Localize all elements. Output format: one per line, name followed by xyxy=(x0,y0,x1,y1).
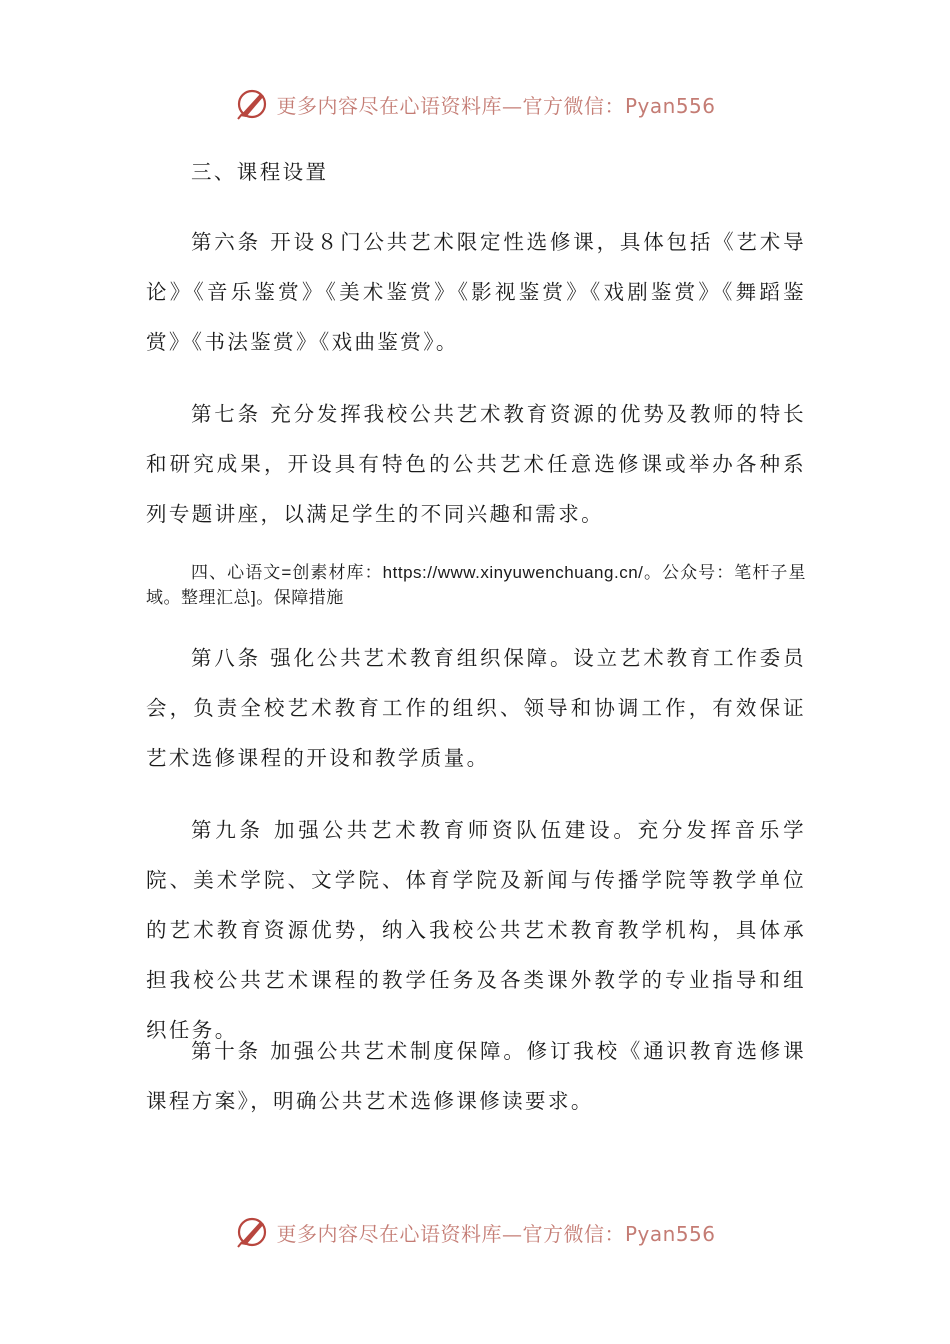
pen-logo-icon xyxy=(234,86,270,122)
footer-watermark xyxy=(0,1212,950,1252)
section-heading-curriculum: 三、课程设置 xyxy=(191,160,329,184)
article-9: 第九条 加强公共艺术教育师资队伍建设。充分发挥音乐学院、美术学院、文学院、体育学院及新闻与传播学院等教学单位的艺术教育资源优势，纳入我校公共艺术教育教学机构，具体承担我校公共艺术课程的教学任务及各类课外教学的专业指导和组织任务。 xyxy=(146,818,806,1042)
section-heading-safeguards: 四、心语文=创素材库：https://www.xinyuwenchuang.cn/。公众号：笔杆子星域。整理汇总]。保障措施 xyxy=(146,563,806,607)
article-8: 第八条 强化公共艺术教育组织保障。设立艺术教育工作委员会，负责全校艺术教育工作的组织、领导和协调工作，有效保证艺术选修课程的开设和教学质量。 xyxy=(146,646,806,770)
header-watermark xyxy=(0,84,950,124)
watermark-text: 更多内容尽在心语资料库—官方微信：Pyan556 xyxy=(276,93,716,118)
pen-logo-icon xyxy=(234,1214,270,1250)
article-7: 第七条 充分发挥我校公共艺术教育资源的优势及教师的特长和研究成果，开设具有特色的公共艺术任意选修课或举办各种系列专题讲座，以满足学生的不同兴趣和需求。 xyxy=(146,402,806,526)
article-6: 第六条 开设８门公共艺术限定性选修课，具体包括《艺术导论》《音乐鉴赏》《美术鉴赏》《影视鉴赏》《戏剧鉴赏》《舞蹈鉴赏》《书法鉴赏》《戏曲鉴赏》。 xyxy=(146,230,806,354)
watermark-text: 更多内容尽在心语资料库—官方微信：Pyan556 xyxy=(276,1221,716,1246)
article-10: 第十条 加强公共艺术制度保障。修订我校《通识教育选修课课程方案》，明确公共艺术选修课修读要求。 xyxy=(146,1039,806,1113)
